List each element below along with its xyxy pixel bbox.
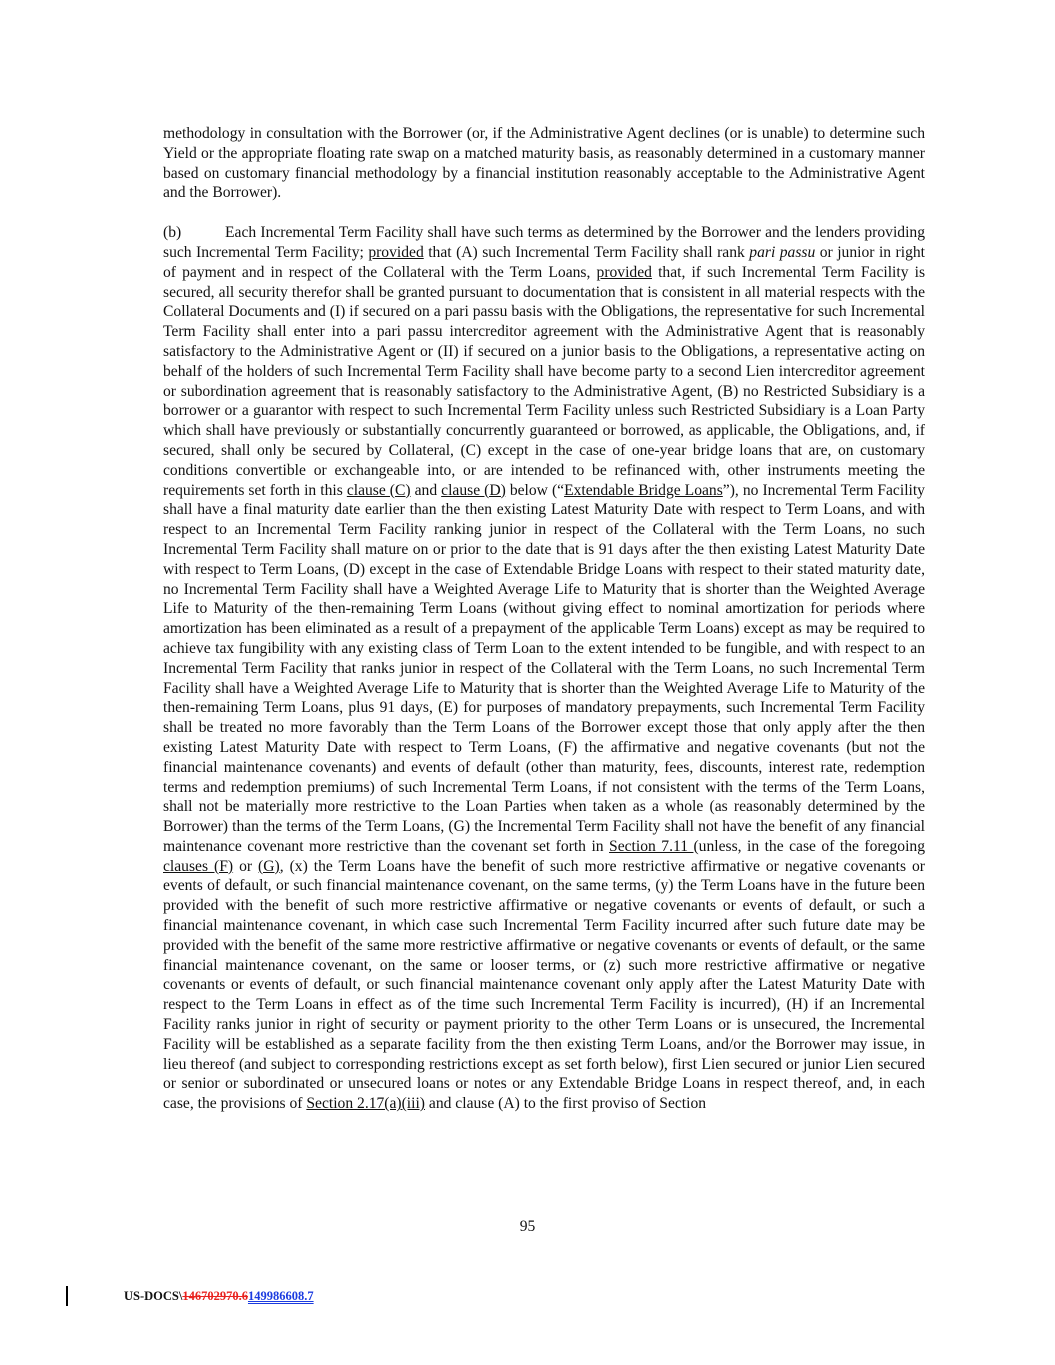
cross-reference-clause-c: clause (C)	[346, 481, 411, 499]
cross-reference-clause-g: (G)	[258, 857, 280, 875]
doc-id-prefix: US-DOCS\	[124, 1289, 183, 1303]
document-body	[163, 124, 925, 1114]
cross-reference-clauses-f: clauses (F)	[163, 857, 234, 875]
cross-reference-clause-d: clause (D)	[441, 481, 506, 499]
defined-term-provided: provided	[596, 263, 652, 281]
italic-pari-passu: pari passu	[749, 243, 816, 261]
document-id-footer	[124, 1289, 314, 1304]
paragraph-a-continuation: methodology in consultation with the Borrower (or, if the Administrative Agent declines (or is unable) to determine such Yield or the appropriate floating rate swap on a matched maturity basis, as reasonably determined in a customary manner based on customary financial methodology by a financial institution reasonably acceptable to the Administrative Agent and the Borrower).	[163, 125, 925, 202]
paragraph-label: (b)	[163, 224, 182, 242]
change-bar	[66, 1286, 68, 1306]
cross-reference-section-2-17: Section 2.17(a)(iii)	[306, 1095, 425, 1113]
cross-reference-section-7-11: Section 7.11	[609, 837, 694, 855]
doc-id-inserted: 149986608.7	[247, 1289, 314, 1303]
defined-term-extendable-bridge-loans: Extendable Bridge Loans	[564, 481, 723, 499]
page-number: 95	[519, 1218, 536, 1235]
doc-id-deleted: 146702970.6	[182, 1289, 248, 1303]
defined-term-provided: provided	[368, 243, 424, 261]
paragraph-b: (b) Each Incremental Term Facility shall have such terms as determined by the Borrower and the lenders providing such Incremental Term Facility; provided that (A) such Incremental Term Facility shall rank pari passu or junior in right of payment and in respect of the Collateral with the Term Loans, provided that, if such Incremental Term Facility is secured, all security therefor shall be granted pursuant to documentation that is consistent in all material respects with the Collateral Documents and (I) if secured on a pari passu basis with the Obligations, the representative for such Incremental Term Facility shall enter into a pari passu intercreditor agreement with the Administrative Agent that is reasonably satisfactory to the Administrative Agent or (II) if secured on a junior basis to the Obligations, a representative acting on behalf of the holders of such Incremental Term Facility shall have become party to a second Lien intercreditor agreement or subordination agreement that is reasonably satisfactory to the Administrative Agent, (B) no Restricted Subsidiary is a borrower or a guarantor with respect to such Incremental Term Facility unless such Restricted Subsidiary is a Loan Party which shall have previously or substantially concurrently guaranteed or borrowed, as applicable, the Obligations, and, if secured, shall only be secured by Collateral, (C) except in the case of one-year bridge loans that are, on customary conditions convertible or exchangeable into, or are intended to be refinanced with, other instruments meeting the requirements set forth in this clause (C) and clause (D) below (“Extendable Bridge Loans”), no Incremental Term Facility shall have a final maturity date earlier than the then existing Latest Maturity Date with respect to Term Loans, and with respect to an Incremental Term Facility ranking junior in respect of the Collateral with the Term Loans, no such Incremental Term Facility shall mature on or prior to the date that is 91 days after the then existing Latest Maturity Date with respect to Term Loans, (D) except in the case of Extendable Bridge Loans with respect to their stated maturity date, no Incremental Term Facility shall have a Weighted Average Life to Maturity that is shorter than the Weighted Average Life to Maturity of the then-remaining Term Loans (without giving effect to nominal amortization for periods where amortization has been eliminated as a result of a prepayment of the applicable Term Loans) except as may be required to achieve tax fungibility with any existing class of Term Loan to the extent intended to be fungible, and with respect to an Incremental Term Facility that ranks junior in respect of the Collateral with the Term Loans, no such Incremental Term Facility shall have a Weighted Average Life to Maturity that is shorter than the Weighted Average Life to Maturity of the then-remaining Term Loans, plus 91 days, (E) for purposes of mandatory prepayments, such Incremental Term Facility shall be treated no more favorably than the Term Loans of the Borrower except those that only apply after the then existing Latest Maturity Date with respect to Term Loans, (F) the affirmative and negative covenants (but not the financial maintenance covenants) and events of default (other than maturity, fees, discounts, interest rate, redemption terms and redemption premiums) of such Incremental Term Loans, if not consistent with the terms of the Term Loans, shall not be materially more restrictive to the Loan Parties when taken as a whole (as reasonably determined by the Borrower) than the terms of the Term Loans, (G) the Incremental Term Facility shall not have the benefit of any financial maintenance covenant more restrictive than the covenant set forth in Section 7.11 (unless, in the case of the foregoing clauses (F) or (G), (x) the Term Loans have the benefit of such more restrictive affirmative or negative covenants or events of default, or such financial maintenance covenant, on the same terms, (y) the Term Loans have in the future been provided with the benefit of such more restrictive affirmative or negative covenants or events of default, or such a financial maintenance covenant, in which case such Incremental Term Facility incurred after such future date may be provided with the benefit of the same more restrictive affirmative or negative covenants or events of default, or the same financial maintenance covenant, on the same or looser terms, or (z) such more restrictive affirmative or negative covenants or events of default, or such financial maintenance covenant only apply after the Latest Maturity Date with respect to the Term Loans in effect as of the time such Incremental Term Facility is incurred), (H) if an Incremental Facility ranks junior in right of security or payment priority to the other Term Loans or is unsecured, the Incremental Facility will be established as a separate facility from the then existing Term Loans, and/or the Borrower may issue, in lieu thereof (and subject to corresponding restrictions except as set forth below), first Lien secured or junior Lien secured or senior or subordinated or unsecured loans or notes or any Extendable Bridge Loans in respect thereof, and, in each case, the provisions of Section 2.17(a)(iii) and clause (A) to the first proviso of Section	[163, 224, 926, 1113]
